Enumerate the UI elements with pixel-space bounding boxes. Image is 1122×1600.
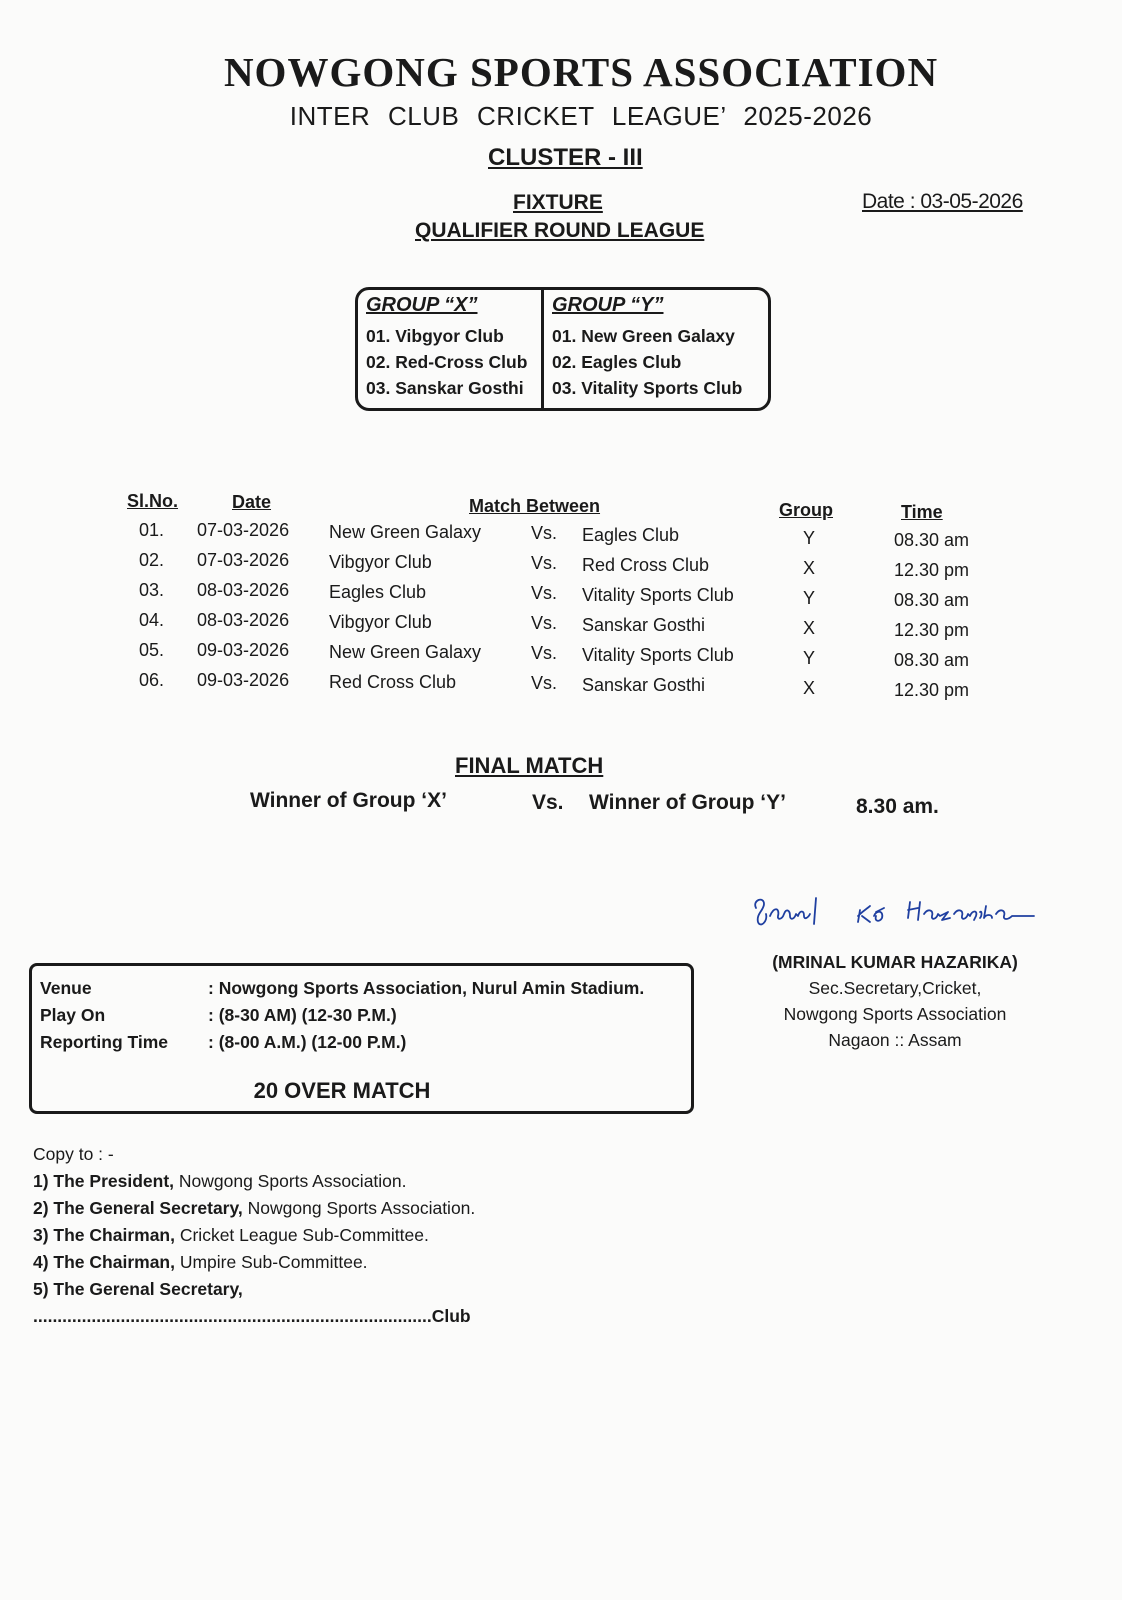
row-time: 12.30 pm bbox=[894, 620, 970, 640]
row-team-a: Vibgyor Club bbox=[329, 612, 432, 632]
copy-to-item bbox=[33, 1222, 475, 1249]
row-slno: 03. bbox=[139, 580, 165, 600]
copy-to-organization: Umpire Sub-Committee. bbox=[174, 1252, 368, 1272]
club-blank-line: ..................................................................................Club bbox=[33, 1306, 471, 1326]
row-team-b: Eagles Club bbox=[582, 525, 680, 545]
row-vs: Vs. bbox=[531, 673, 558, 693]
row-vs: Vs. bbox=[531, 643, 558, 663]
schedule-header-match: Match Between bbox=[469, 496, 601, 516]
round-heading: QUALIFIER ROUND LEAGUE bbox=[415, 219, 705, 242]
final-time: 8.30 am. bbox=[856, 795, 939, 818]
copy-to-heading: Copy to : - bbox=[33, 1144, 114, 1164]
row-vs: Vs. bbox=[531, 553, 558, 573]
copy-to-recipient: 2) The General Secretary, bbox=[33, 1198, 243, 1218]
row-team-b: Sanskar Gosthi bbox=[582, 675, 706, 695]
copy-to-recipient: 5) The Gerenal Secretary, bbox=[33, 1279, 243, 1299]
venue-box bbox=[29, 963, 694, 1114]
play-on-label: Play On bbox=[40, 1005, 106, 1025]
table-row bbox=[0, 640, 1122, 670]
group-y-team: 02. Eagles Club bbox=[552, 352, 682, 372]
signature-image bbox=[750, 888, 1040, 936]
row-date: 08-03-2026 bbox=[197, 580, 290, 600]
row-team-b: Sanskar Gosthi bbox=[582, 615, 706, 635]
signatory-name: (MRINAL KUMAR HAZARIKA) bbox=[772, 952, 1018, 972]
row-vs: Vs. bbox=[531, 613, 558, 633]
row-slno: 02. bbox=[139, 550, 165, 570]
copy-to-organization: Nowgong Sports Association. bbox=[242, 1198, 476, 1218]
final-match-heading: FINAL MATCH bbox=[455, 753, 604, 778]
copy-to-organization: Nowgong Sports Association. bbox=[174, 1171, 407, 1191]
table-row bbox=[0, 610, 1122, 640]
row-group: X bbox=[803, 618, 816, 638]
row-group: Y bbox=[803, 648, 816, 668]
fixture-heading: FIXTURE bbox=[513, 191, 603, 214]
row-slno: 06. bbox=[139, 670, 165, 690]
row-group: X bbox=[803, 558, 816, 578]
row-slno: 05. bbox=[139, 640, 165, 660]
group-y-column bbox=[544, 290, 768, 408]
copy-to-item bbox=[33, 1276, 475, 1303]
row-time: 12.30 pm bbox=[894, 680, 970, 700]
schedule-header-time: Time bbox=[901, 502, 943, 522]
copy-to-recipient: 3) The Chairman, bbox=[33, 1225, 175, 1245]
row-team-a: New Green Galaxy bbox=[329, 522, 482, 542]
group-y-team: 03. Vitality Sports Club bbox=[552, 378, 743, 398]
group-x-team: 02. Red-Cross Club bbox=[366, 352, 528, 372]
row-date: 07-03-2026 bbox=[197, 520, 290, 540]
row-date: 09-03-2026 bbox=[197, 670, 290, 690]
copy-to-item bbox=[33, 1168, 475, 1195]
row-vs: Vs. bbox=[531, 523, 558, 543]
row-slno: 04. bbox=[139, 610, 165, 630]
reporting-time-value: : (8-00 A.M.) (12-00 P.M.) bbox=[208, 1032, 407, 1052]
row-date: 09-03-2026 bbox=[197, 640, 290, 660]
copy-to-recipient: 4) The Chairman, bbox=[33, 1252, 175, 1272]
table-row bbox=[0, 550, 1122, 580]
row-team-a: Vibgyor Club bbox=[329, 552, 432, 572]
row-time: 08.30 am bbox=[894, 650, 970, 670]
copy-to-section bbox=[33, 1141, 475, 1330]
final-team-b: Winner of Group ‘Y’ bbox=[589, 791, 786, 814]
row-team-b: Vitality Sports Club bbox=[582, 645, 734, 665]
row-group: Y bbox=[803, 588, 816, 608]
row-team-a: New Green Galaxy bbox=[329, 642, 482, 662]
venue-value: : Nowgong Sports Association, Nurul Amin Stadium. bbox=[208, 978, 645, 998]
signatory-designation: Sec.Secretary,Cricket, bbox=[808, 978, 982, 998]
group-x-heading: GROUP “X” bbox=[366, 294, 478, 316]
row-group: X bbox=[803, 678, 816, 698]
letterhead-title: NOWGONG SPORTS ASSOCIATION bbox=[223, 49, 939, 95]
row-vs: Vs. bbox=[531, 583, 558, 603]
copy-to-item bbox=[33, 1249, 475, 1276]
row-time: 08.30 am bbox=[894, 590, 970, 610]
group-x-team: 01. Vibgyor Club bbox=[366, 326, 504, 346]
group-x-team: 03. Sanskar Gosthi bbox=[366, 378, 524, 398]
venue-label: Venue bbox=[40, 978, 92, 998]
schedule-header-date: Date bbox=[232, 492, 272, 512]
venue-line bbox=[40, 978, 644, 999]
match-format: 20 OVER MATCH bbox=[253, 1078, 431, 1103]
reporting-time-label: Reporting Time bbox=[40, 1032, 169, 1052]
row-time: 08.30 am bbox=[894, 530, 970, 550]
signatory-location: Nagaon :: Assam bbox=[828, 1030, 962, 1050]
row-team-a: Red Cross Club bbox=[329, 672, 457, 692]
copy-to-organization: Cricket League Sub-Committee. bbox=[174, 1225, 429, 1245]
schedule-header-group: Group bbox=[779, 500, 833, 520]
schedule-header-slno: Sl.No. bbox=[127, 491, 179, 511]
row-date: 07-03-2026 bbox=[197, 550, 290, 570]
document-date: Date : 03-05-2026 bbox=[862, 190, 1023, 213]
signatory-block bbox=[760, 949, 1030, 1053]
copy-to-item bbox=[33, 1195, 475, 1222]
reporting-time-line bbox=[40, 1032, 406, 1053]
row-team-b: Red Cross Club bbox=[582, 555, 710, 575]
row-slno: 01. bbox=[139, 520, 165, 540]
signatory-organization: Nowgong Sports Association bbox=[783, 1004, 1007, 1024]
row-team-b: Vitality Sports Club bbox=[582, 585, 734, 605]
table-row bbox=[0, 670, 1122, 700]
play-on-value: : (8-30 AM) (12-30 P.M.) bbox=[208, 1005, 397, 1025]
final-team-a: Winner of Group ‘X’ bbox=[250, 789, 447, 812]
play-on-line bbox=[40, 1005, 397, 1026]
table-row bbox=[0, 580, 1122, 610]
group-y-team: 01. New Green Galaxy bbox=[552, 326, 735, 346]
event-subtitle: INTER CLUB CRICKET LEAGUE’ 2025-2026 bbox=[289, 101, 873, 131]
cluster-heading: CLUSTER - III bbox=[488, 144, 643, 171]
row-team-a: Eagles Club bbox=[329, 582, 427, 602]
row-time: 12.30 pm bbox=[894, 560, 970, 580]
group-x-column bbox=[358, 290, 544, 408]
copy-to-recipient: 1) The President, bbox=[33, 1171, 175, 1191]
groups-box bbox=[355, 287, 771, 411]
row-group: Y bbox=[803, 528, 816, 548]
row-date: 08-03-2026 bbox=[197, 610, 290, 630]
group-y-heading: GROUP “Y” bbox=[552, 294, 664, 316]
table-row bbox=[0, 520, 1122, 550]
final-vs: Vs. bbox=[532, 791, 564, 814]
